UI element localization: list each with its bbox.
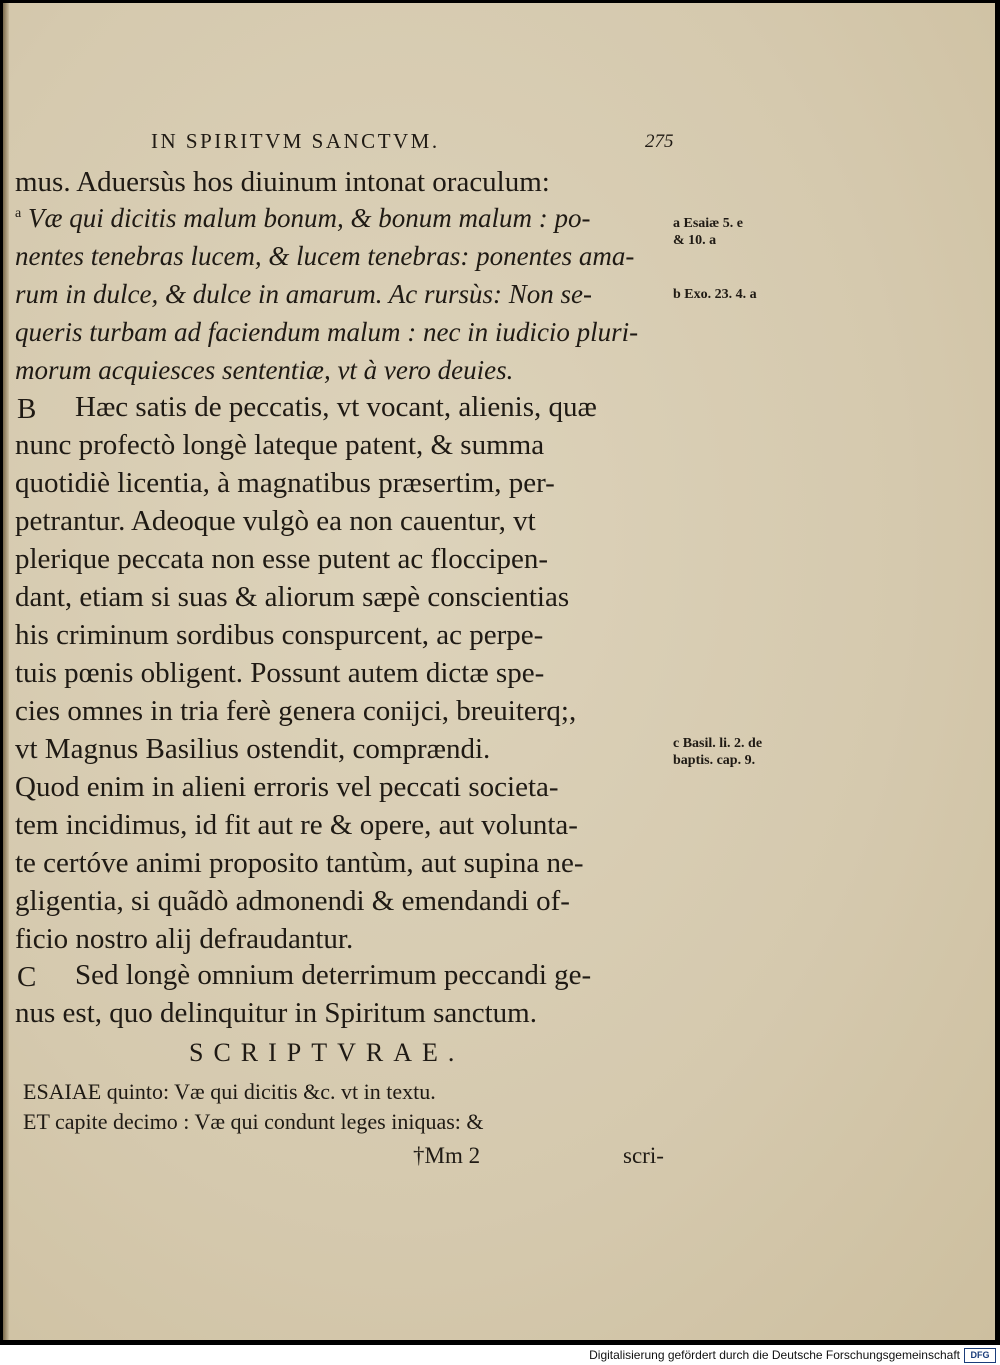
text-line: nus est, quo delinquitur in Spiritum sanctum. — [15, 997, 537, 1029]
margin-note-a: a Esaiæ 5. e & 10. a — [673, 216, 743, 248]
footnote-mark: a — [15, 206, 22, 221]
text-line: Sed longè omnium deterrimum peccandi ge- — [75, 959, 592, 991]
text-line: petrantur. Adeoque vulgò ea non cauentur, vt — [15, 505, 536, 537]
scripture-line: ESAIAE quinto: Væ qui dicitis &c. vt in textu. — [23, 1079, 436, 1104]
text-line: Quod enim in alieni erroris vel peccati societa- — [15, 771, 559, 803]
dfg-logo: DFG — [964, 1348, 996, 1363]
text-line: nentes tenebras lucem, & lucem tenebras: ponentes ama- — [15, 241, 635, 271]
digitization-footer — [0, 1345, 1000, 1365]
text-line: quotidiè licentia, à magnatibus præsertim, per- — [15, 467, 555, 499]
section-marker-b: B — [17, 393, 37, 425]
page-gutter-edge — [3, 3, 9, 1340]
section-marker-c: C — [17, 961, 37, 993]
text-line: mus. Aduersùs hos diuinum intonat oraculum: — [15, 166, 550, 198]
text-line: nunc profectò longè lateque patent, & summa — [15, 429, 545, 461]
text-line: dant, etiam si suas & aliorum sæpè conscientias — [15, 581, 570, 613]
text-line: vt Magnus Basilius ostendit, comprændi. — [15, 733, 491, 765]
signature-mark: †Mm 2 — [413, 1143, 481, 1168]
margin-note-b: b Exo. 23. 4. a — [673, 287, 757, 302]
text-line: tem incidimus, id fit aut re & opere, aut volunta- — [15, 809, 578, 841]
text-line: ficio nostro alij defraudantur. — [15, 923, 354, 955]
margin-note-c: c Basil. li. 2. de baptis. cap. 9. — [673, 736, 763, 768]
scripture-line: ET capite decimo : Væ qui condunt leges iniquas: & — [23, 1109, 484, 1134]
catchword: scri- — [623, 1143, 664, 1168]
text-line: queris turbam ad faciendum malum : nec in iudicio pluri- — [15, 317, 639, 347]
text-line: tuis pœnis obligent. Possunt autem dictæ spe- — [15, 657, 545, 689]
text-line: cies omnes in tria ferè genera conijci, breuiterq;, — [15, 695, 577, 727]
text-line — [15, 205, 590, 232]
text-line: gligentia, si quãdò admonendi & emendandi of- — [15, 885, 570, 917]
text-line-content: Væ qui dicitis malum bonum, & bonum malum : po- — [27, 203, 591, 233]
text-line: rum in dulce, & dulce in amarum. Ac rursùs: Non se- — [15, 279, 592, 309]
folio-number: 275 — [645, 131, 674, 152]
text-line: morum acquiesces sententiæ, vt à vero deuies. — [15, 355, 514, 385]
running-head: IN SPIRITVM SANCTVM. — [151, 129, 440, 153]
text-line: Hæc satis de peccatis, vt vocant, alienis, quæ — [75, 391, 597, 423]
section-title: SCRIPTVRAE. — [189, 1038, 465, 1067]
book-page — [3, 3, 995, 1340]
footer-credit: Digitalisierung gefördert durch die Deutsche Forschungsgemeinschaft — [589, 1348, 960, 1362]
text-line: te certóve animi proposito tantùm, aut supina ne- — [15, 847, 584, 879]
text-line: plerique peccata non esse putent ac floccipen- — [15, 543, 549, 575]
text-line: his criminum sordibus conspurcent, ac perpe- — [15, 619, 544, 651]
